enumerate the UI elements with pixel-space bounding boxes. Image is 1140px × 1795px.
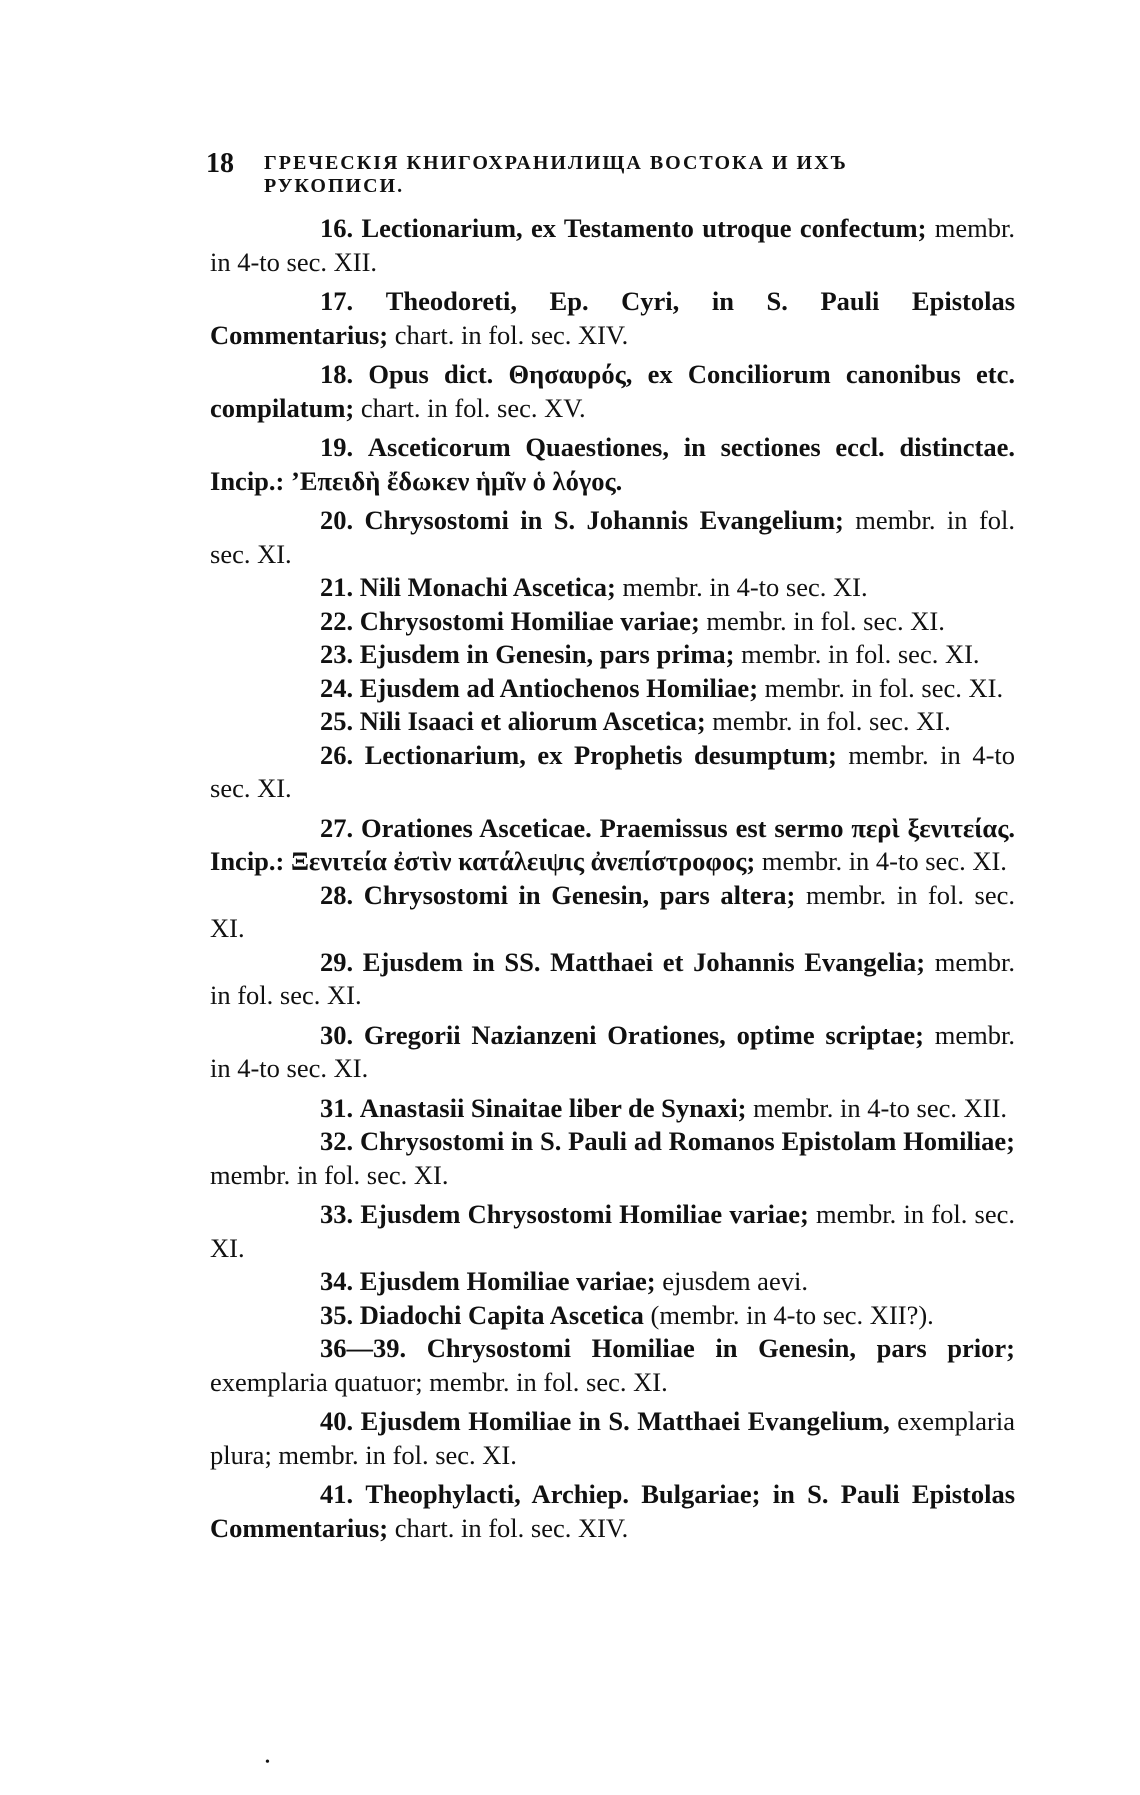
entry-details: chart. in fol. sec. XV. [360,392,586,423]
entry-title: Asceticorum Quaestiones, in sectiones eccl. distinctae. Incip.: ’Επειδὴ ἔδωκεν ἡμῖν ὁ λόγος. [210,432,1016,496]
catalog-entry [210,1125,1015,1192]
entry-details: exemplaria quatuor; membr. in fol. sec. XI. [210,1366,668,1397]
entry-number: 19. [320,432,354,462]
entry-details: membr. in 4-to sec. XI. [622,572,868,602]
entry-title: Chrysostomi Homiliae variae; [359,605,700,636]
entry-number: 30. [320,1019,354,1050]
entry-title: Opus dict. Θησαυρός, ex Conciliorum canonibus etc. compilatum; [210,359,1015,423]
catalog-entry [210,1332,1015,1399]
entry-number: 25. [320,706,354,736]
entry-title: Ejusdem in SS. Matthaei et Johannis Evangelia; [362,946,926,977]
entry-number: 35. [320,1299,354,1330]
entry-details: membr. in fol. sec. XI. [210,946,1016,1010]
entry-title: Theophylacti, Archiep. Bulgariae; in S. Pauli Epistolas Commentarius; [210,1479,1016,1543]
entry-title: Ejusdem in Genesin, pars prima; [359,639,735,669]
entry-title: Ejusdem ad Antiochenos Homiliae; [359,672,759,703]
catalog-entry [210,946,1015,1013]
entry-number: 26. [320,739,354,770]
entry-number: 23. [320,639,354,669]
catalog-entry [210,504,1015,571]
entry-number: 20. [320,505,354,535]
entry-title: Chrysostomi in Genesin, pars altera; [363,879,796,910]
catalog-entry [210,1265,1015,1299]
entry-details: membr. in 4-to sec. XI. [210,1019,1015,1083]
entry-number: 32. [320,1126,354,1156]
entry-title: Ejusdem Homiliae variae; [359,1266,656,1296]
catalog-entry [210,672,1015,706]
entry-number: 16. [320,213,354,243]
catalog-entry [210,739,1015,806]
entry-number: 41. [320,1479,354,1509]
page-header [206,148,966,197]
entry-details: membr. in fol. sec. XI. [210,1159,449,1190]
entry-title: Ejusdem Chrysostomi Homiliae variae; [360,1199,809,1229]
entry-details: membr. in fol. sec. XI. [712,706,951,736]
entry-details: chart. in fol. sec. XIV. [394,1512,629,1543]
entry-number: 34. [320,1266,354,1296]
entry-details: membr. in fol. sec. XI. [741,639,980,669]
catalog-entry [210,1478,1015,1545]
entry-number: 40. [320,1406,354,1436]
entry-details: (membr. in 4-to sec. XII?). [650,1299,934,1330]
entry-title: Gregorii Nazianzeni Orationes, optime scriptae; [363,1019,924,1050]
catalog-entry [210,638,1015,672]
entry-details: membr. in fol. sec. XI. [210,879,1016,943]
entry-number: 29. [320,946,354,977]
entry-number: 36—39. [320,1333,407,1363]
catalog-entry [210,1299,1015,1333]
entry-number: 22. [320,605,354,636]
catalog-entry [210,1405,1015,1472]
catalog-entry [210,571,1015,605]
entry-details: membr. in 4-to sec. XI. [210,739,1016,803]
entry-details: membr. in fol. sec. XI. [764,672,1004,703]
entry-number: 27. [320,812,354,843]
entry-title: Lectionarium, ex Prophetis desumptum; [364,739,837,770]
entry-details: ejusdem aevi. [662,1266,808,1296]
entry-title: Ejusdem Homiliae in S. Matthaei Evangelium, [360,1406,890,1436]
entry-title: Diadochi Capita Ascetica [359,1299,644,1330]
catalog-entry [210,705,1015,739]
catalog-entry [210,605,1015,639]
entry-details: chart. in fol. sec. XIV. [394,319,629,350]
entry-details: membr. in 4-to sec. XII. [210,213,1016,277]
running-title: ГРЕЧЕСКІЯ КНИГОХРАНИЛИЩА ВОСТОКА И ИХЪ РУКОПИСИ. [264,152,848,197]
entry-title: Nili Monachi Ascetica; [359,572,616,602]
entry-number: 24. [320,672,354,703]
entry-details: membr. in fol. sec. XI. [210,1199,1015,1263]
catalog-entry [210,1092,1015,1126]
page-number: 18 [206,148,234,179]
entry-details: membr. in 4-to sec. XII. [753,1092,1008,1123]
catalog-entry [210,212,1015,279]
catalog-entry [210,285,1015,352]
entry-number: 31. [320,1092,354,1123]
entry-details: membr. in 4-to sec. XI. [761,846,1007,876]
entry-title: Nili Isaaci et aliorum Ascetica; [359,706,706,736]
catalog-entry [210,1019,1015,1086]
footer-mark: • [265,1755,270,1770]
entry-number: 28. [320,879,354,910]
entry-details: exemplaria plura; membr. in fol. sec. XI. [210,1406,1016,1470]
entry-title: Theodoreti, Ep. Cyri, in S. Pauli Epistolas Commentarius; [210,286,1016,350]
catalog-entry [210,1198,1015,1265]
catalog-entry [210,358,1015,425]
entry-title: Anastasii Sinaitae liber de Synaxi; [359,1092,747,1123]
entry-title: Chrysostomi Homiliae in Genesin, pars prior; [426,1333,1016,1363]
catalog-entries [210,212,1015,1545]
catalog-entry [210,431,1015,498]
entry-number: 21. [320,572,354,602]
catalog-entry [210,812,1015,879]
entry-number: 17. [320,286,354,316]
entry-title: Chrysostomi in S. Johannis Evangelium; [364,505,844,535]
entry-number: 33. [320,1199,354,1229]
entry-details: membr. in fol. sec. XI. [706,605,945,636]
entry-title: Chrysostomi in S. Pauli ad Romanos Epistolam Homiliae; [359,1126,1016,1156]
entry-details: membr. in fol. sec. XI. [210,505,1016,569]
entry-title: Lectionarium, ex Testamento utroque confectum; [361,213,927,243]
catalog-entry [210,879,1015,946]
entry-title: Orationes Asceticae. Praemissus est sermo περὶ ξενιτείας. Incip.: Ξενιτεία ἐστὶν κατάλειψις ἀνεπίστροφος; [210,812,1016,876]
entry-number: 18. [320,359,354,389]
